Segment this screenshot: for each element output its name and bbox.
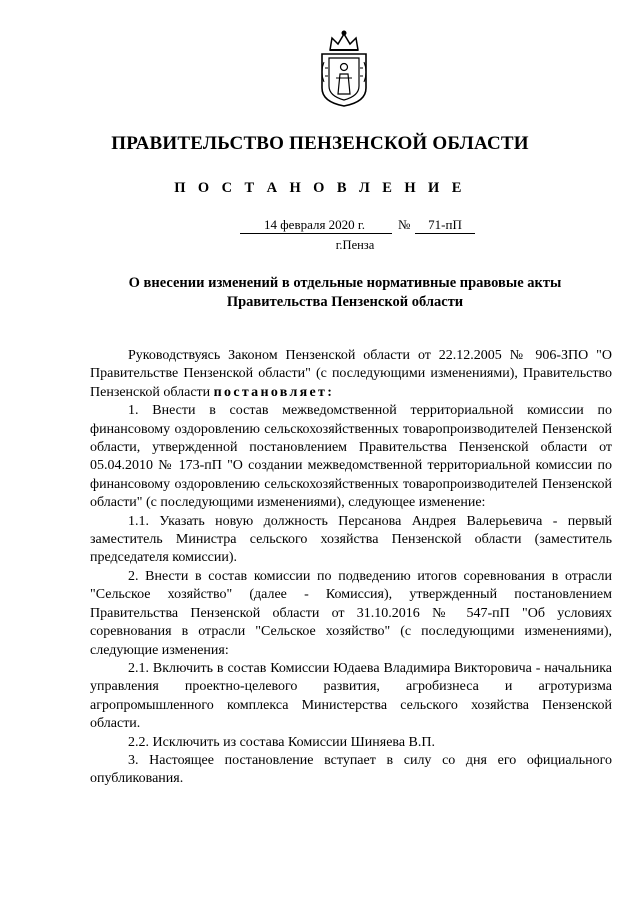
organization-title: ПРАВИТЕЛЬСТВО ПЕНЗЕНСКОЙ ОБЛАСТИ: [111, 133, 529, 154]
paragraph-1: 1. Внести в состав межведомственной территориальной комиссии по финансовому оздоровлению сельскохозяйственных товаропроизводителей Пензенской области, утвержденной постановлением Правительства Пензенской области от 05.04.2010 № 173-пП "О создании межведомственной территориальной комиссии по финансовому оздоровлению сельскохозяйственных товаропроизводителей Пензенской области" (с последующими изменениями), следующее изменение:: [90, 403, 612, 511]
heading-line-1: О внесении изменений в отдельные нормативные правовые акты: [128, 275, 562, 291]
document-number: 71-пП: [415, 216, 475, 234]
document-heading: [95, 274, 595, 312]
document-body: [90, 347, 612, 789]
paragraph-2-2: 2.2. Исключить из состава Комиссии Шиняева В.П.: [128, 734, 436, 750]
heading-line-2: Правительства Пензенской области: [226, 294, 464, 310]
number-sign: №: [398, 217, 411, 232]
paragraph-1-1: 1.1. Указать новую должность Персанова Андрея Валерьевича - первый заместитель Министра сельского хозяйства Пензенской области (заместитель председателя комиссии).: [90, 513, 612, 566]
document-date: 14 февраля 2020 г.: [240, 216, 392, 234]
decree-word: постановляет:: [213, 384, 335, 400]
intro-text: Руководствуясь Законом Пензенской области от 22.12.2005 № 906-ЗПО "О Правительстве Пензенской области" (с последующими изменениями), Правительство Пензенской области: [90, 348, 612, 400]
intro-paragraph: [90, 347, 612, 402]
document-type: П О С Т А Н О В Л Е Н И Е: [174, 180, 466, 196]
paragraph-2-1: 2.1. Включить в состав Комиссии Юдаева Владимира Викторовича - начальника управления проектно-целевого развития, агробизнеса и агротуризма агропромышленного комплекса Министерства сельского хозяйства Пензенской области.: [90, 660, 612, 732]
paragraph-3: 3. Настоящее постановление вступает в силу со дня его официального опубликования.: [90, 752, 612, 787]
paragraph-2: 2. Внести в состав комиссии по подведению итогов соревнования в отрасли "Сельское хозяйство" (далее - Комиссия), утвержденный постановлением Правительства Пензенской области от 31.10.2016 № 547-пП "Об условиях соревнования в отрасли "Сельское хозяйство" (с последующими изменениями), следующие изменения:: [90, 568, 612, 658]
penza-region-coat-of-arms-icon: [316, 28, 372, 108]
city: г.Пенза: [335, 238, 375, 252]
